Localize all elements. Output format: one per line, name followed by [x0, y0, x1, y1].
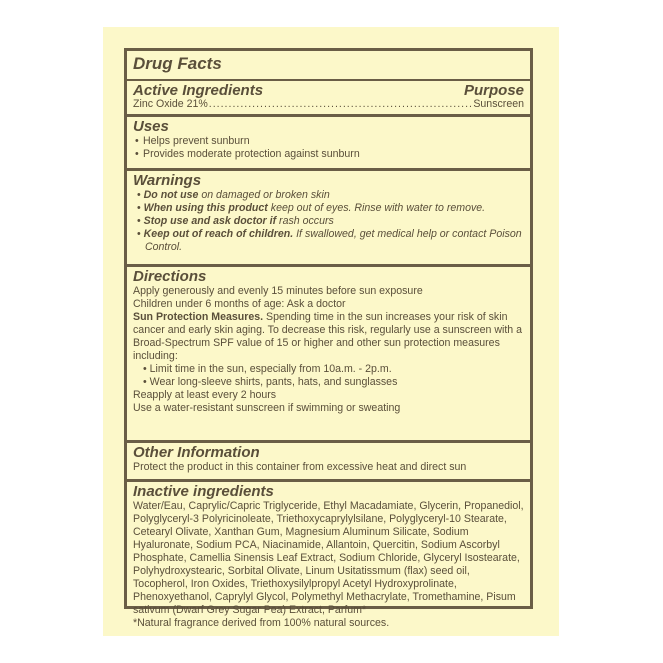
uses-item: • Helps prevent sunburn: [135, 135, 250, 147]
divider: [127, 168, 530, 171]
inactive-ingredients-text: Water/Eau, Caprylic/Capric Triglyceride, Ethyl Macadamiate, Glycerin, Propanediol, Polyglyceryl-3 Polyricinoleate, Triethoxycaprylylsilane, Polyglyceryl-10 Stearate, Cetearyl Olivate, Xanthan Gum, Magnesium Aluminum Silicate, Sodium Hyaluronate, Sodium PCA, Niacinamide, Allantoin, Quercitin, Sodium Ascorbyl Phosphate, Camellia Sinensis Leaf Extract, Sodium Chloride, Glyceryl Isostearate, Polyhydroxystearic, Sorbital Olivate, Linum Usitatissmum (flax) seed oil, Tocopherol, Iron Oxides, Triethoxysilylpropyl Acetyl Hydroxyprolinate, Phenoxyethanol, Caprylyl Glycol, Polymethyl Methacrylate, Tromethamine, Pisum sativum (Dwarf Grey Sugar Pea) Extract, Parfum*: [133, 500, 524, 616]
inactive-footnote: *Natural fragrance derived from 100% natural sources.: [133, 617, 390, 629]
other-information-heading: Other Information: [133, 444, 260, 461]
directions-subitem: • Wear long-sleeve shirts, pants, hats, and sunglasses: [143, 376, 398, 388]
divider: [127, 440, 530, 443]
uses-section: [127, 119, 530, 161]
drug-facts-title-section: [127, 54, 530, 74]
drug-facts-frame: [124, 48, 533, 629]
warning-item: • Do not use on damaged or broken skin: [137, 189, 330, 201]
directions-line: Reapply at least every 2 hours: [133, 389, 277, 401]
directions-section: [127, 269, 530, 415]
purpose-heading: Purpose: [463, 82, 524, 99]
other-information-text: Protect the product in this container from excessive heat and direct sun: [133, 461, 467, 473]
divider: [127, 479, 530, 482]
directions-line: Apply generously and evenly 15 minutes before sun exposure: [133, 285, 423, 297]
purpose-value: Sunscreen: [473, 98, 524, 110]
other-information-section: [127, 445, 530, 474]
drug-facts-title: Drug Facts: [133, 54, 222, 73]
directions-line: Children under 6 months of age: Ask a doctor: [133, 298, 346, 310]
drug-facts-panel: [103, 27, 559, 636]
directions-subitem: • Limit time in the sun, especially from 10a.m. - 2p.m.: [143, 363, 392, 375]
active-ingredients-section: [127, 83, 530, 111]
divider: [127, 79, 530, 81]
warning-item: • Stop use and ask doctor if rash occurs: [137, 215, 334, 227]
inactive-ingredients-section: [127, 484, 530, 630]
warnings-section: [127, 173, 530, 254]
inactive-ingredients-heading: Inactive ingredients: [133, 483, 274, 500]
divider: [127, 114, 530, 117]
warning-item: • When using this product keep out of eyes. Rinse with water to remove.: [137, 202, 486, 214]
active-ingredients-heading: Active Ingredients: [133, 82, 264, 99]
active-ingredient: Zinc Oxide 21%: [133, 98, 208, 110]
directions-line: Use a water-resistant sunscreen if swimming or sweating: [133, 402, 401, 414]
leader-dots: [209, 98, 473, 111]
uses-item: • Provides moderate protection against sunburn: [135, 148, 360, 160]
uses-heading: Uses: [133, 118, 169, 135]
divider: [127, 264, 530, 267]
warning-item: • Keep out of reach of children. If swallowed, get medical help or contact Poison Control.: [137, 228, 522, 253]
warnings-heading: Warnings: [133, 172, 202, 189]
sun-protection-measures: Sun Protection Measures. Spending time in the sun increases your risk of skin cancer and early skin aging. To decrease this risk, regularly use a sunscreen with a Broad-Spectrum SPF value of 15 or higher and other sun protection measures including:: [133, 311, 523, 362]
directions-heading: Directions: [133, 268, 207, 285]
